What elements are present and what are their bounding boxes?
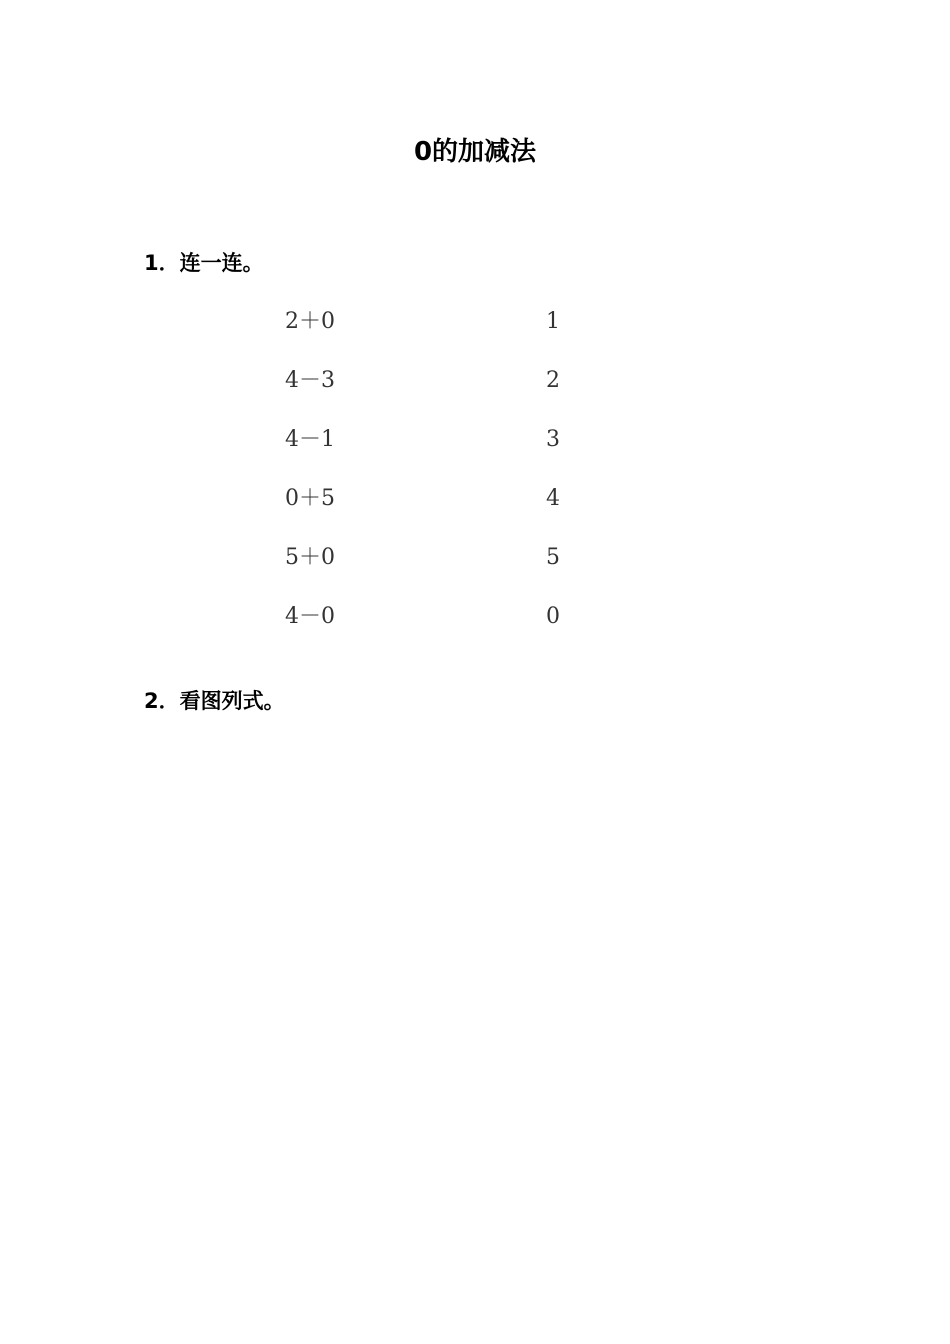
expression-item: 0＋5 [285,486,335,511]
match-row [285,306,585,365]
expression-item: 2＋0 [285,309,335,334]
question-1-label: 1．连一连。 [144,251,264,275]
match-row [285,365,585,424]
match-row [285,601,585,660]
answer-item: 3 [546,427,560,452]
answer-item: 5 [546,545,560,570]
expression-item: 5＋0 [285,545,335,570]
expression-item: 4－0 [285,604,335,629]
question-2-label: 2．看图列式。 [144,689,285,713]
expression-item: 4－1 [285,427,335,452]
answer-item: 2 [546,368,560,393]
answer-item: 4 [546,486,560,511]
match-row [285,483,585,542]
page-title: 0的加减法 [413,137,537,167]
matching-exercise [285,306,585,660]
answer-item: 0 [546,604,560,629]
match-row [285,542,585,601]
match-row [285,424,585,483]
expression-item: 4－3 [285,368,335,393]
answer-item: 1 [546,309,560,334]
